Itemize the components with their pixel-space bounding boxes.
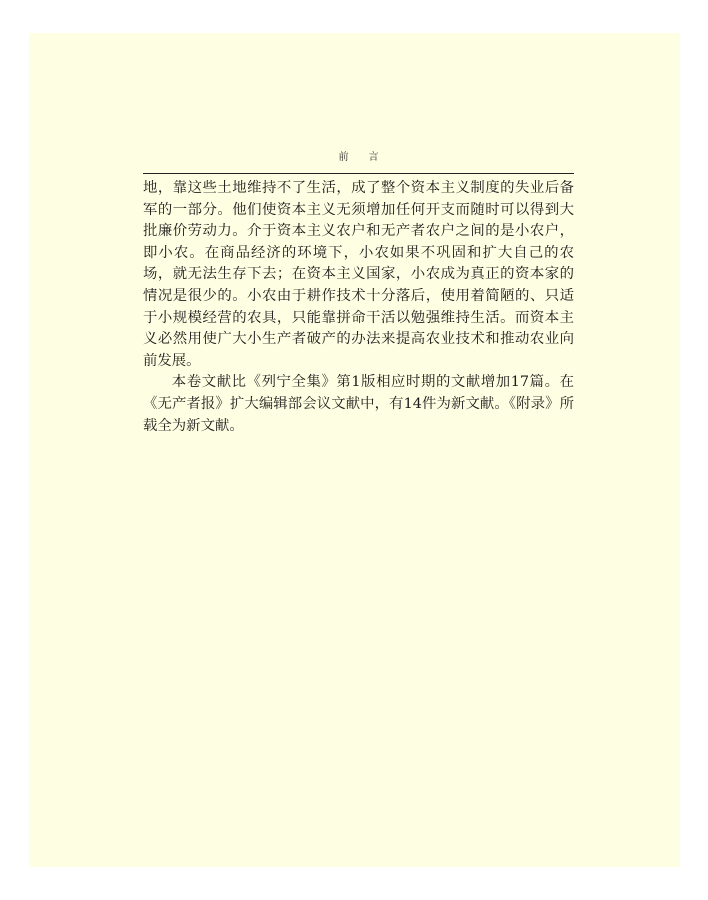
body-text [143,178,574,437]
paragraph-new: 本卷文献比《列宁全集》第1版相应时期的文献增加17篇。在《无产者报》扩大编辑部会议文献中，有14件为新文献。《附录》所载全为新文献。 [143,374,574,434]
paragraph-continued: 地，靠这些土地维持不了生活，成了整个资本主义制度的失业后备军的一部分。他们使资本主义无须增加任何开支而随时可以得到大批廉价劳动力。介于资本主义农户和无产者农户之间的是小农户，即小农。在商品经济的环境下，小农如果不巩固和扩大自己的农场，就无法生存下去；在资本主义国家，小农成为真正的资本家的情况是很少的。小农由于耕作技术十分落后，使用着简陋的、只适于小规模经营的农具，只能靠拼命干活以勉强维持生活。而资本主义必然用使广大小生产者破产的办法来提高农业技术和推动农业向前发展。 [143,180,574,369]
header-title: 前言 [338,152,399,163]
running-header [143,151,574,174]
